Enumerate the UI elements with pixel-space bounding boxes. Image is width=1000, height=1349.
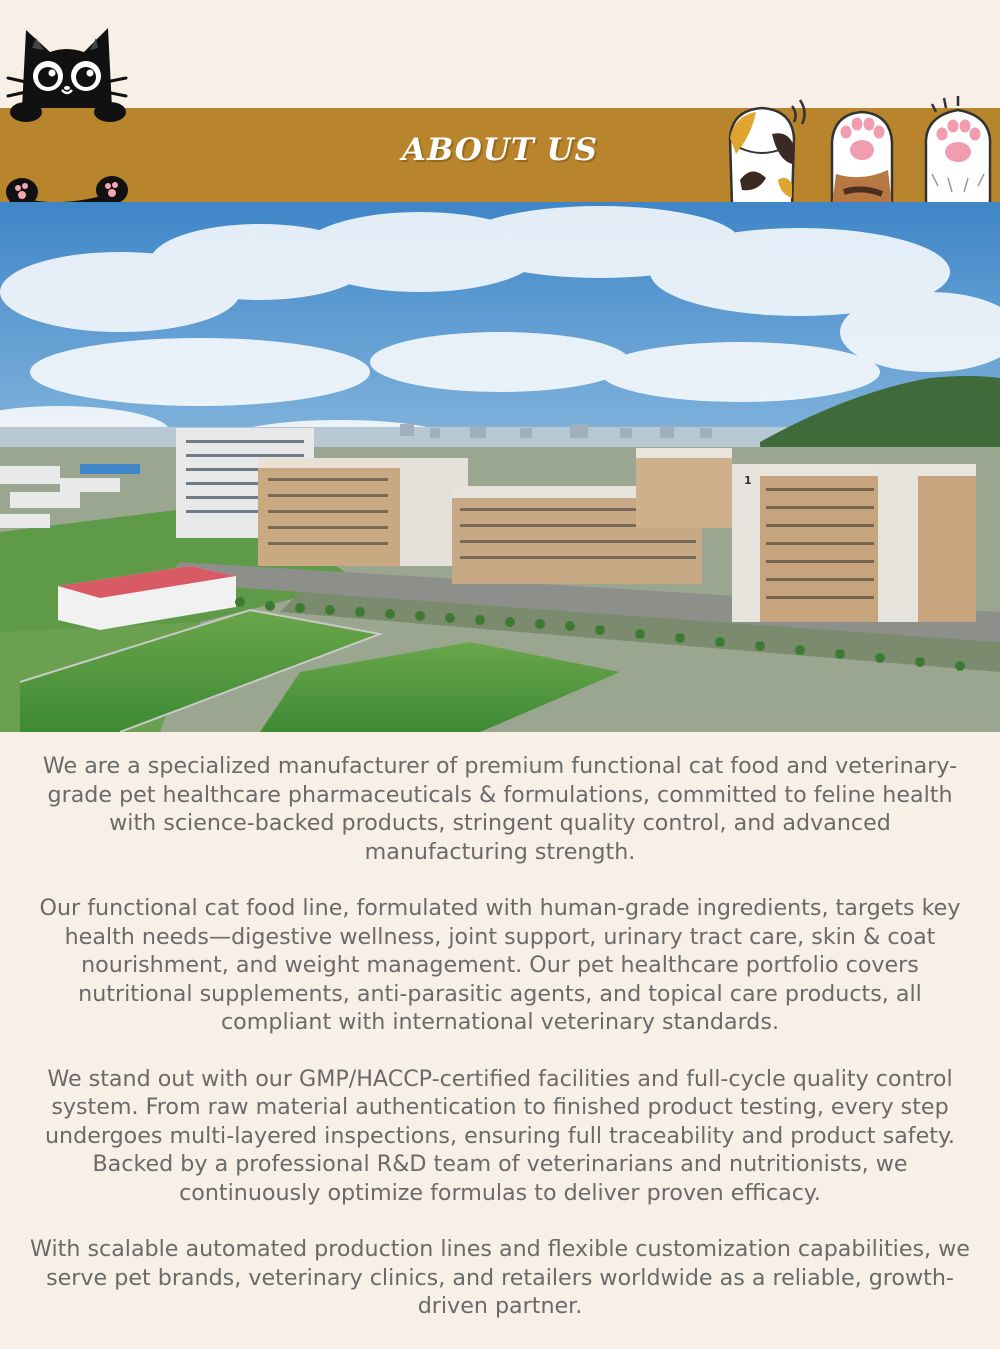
about-text: [30, 752, 970, 1349]
about-paragraph-1: We are a specialized manufacturer of premium functional cat food and veterinary-grade pet healthcare pharmaceuticals & formulations, committed to feline health with science-backed products, stringent quality control, and advanced manufacturing strength.: [42, 753, 958, 865]
white-fluffy-paw-icon: [918, 94, 998, 206]
page-title: ABOUT US: [401, 132, 599, 168]
about-paragraph-4: With scalable automated production lines and flexible customization capabilities, we serve pet brands, veterinary clinics, and retailers worldwide as a reliable, growth-driven partner.: [30, 1236, 970, 1319]
black-cat-head-icon: [0, 0, 140, 130]
building-number: 1: [744, 474, 752, 487]
pink-pad-paw-icon: [822, 94, 902, 206]
calico-paw-icon: [722, 94, 808, 206]
about-paragraph-2: Our functional cat food line, formulated with human-grade ingredients, targets key health needs—digestive wellness, joint support, urinary tract care, skin & coat nourishment, and weight management. Our pet healthcare portfolio covers nutritional supplements, anti-parasitic agents, and topical care products, all compliant with international veterinary standards.: [39, 895, 961, 1035]
factory-aerial-photo: [0, 202, 1000, 732]
about-paragraph-3: We stand out with our GMP/HACCP-certified facilities and full-cycle quality control system. From raw material authentication to finished product testing, every step undergoes multi-layered inspections, ensuring full traceability and product safety. Backed by a professional R&D team of veterinarians and nutritionists, we continuously optimize formulas to deliver proven efficacy.: [45, 1065, 955, 1206]
